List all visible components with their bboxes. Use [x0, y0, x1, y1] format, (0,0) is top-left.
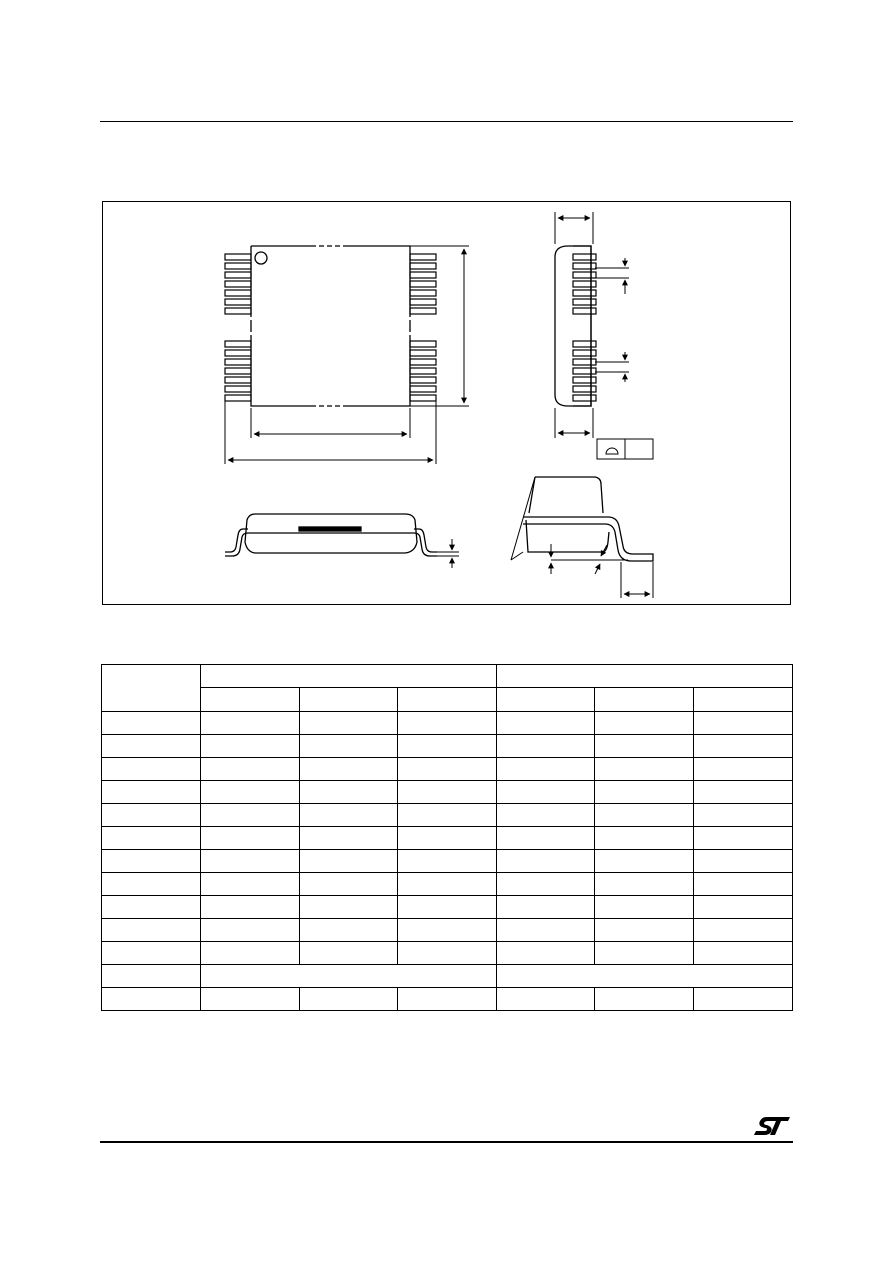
- table-cell: [693, 942, 792, 965]
- table-cell: [398, 988, 497, 1011]
- package-drawing: [103, 202, 792, 606]
- table-cell: [398, 758, 497, 781]
- table-cell: [595, 873, 694, 896]
- table-cell: [496, 712, 595, 735]
- top-view: [251, 246, 410, 406]
- pin: [410, 263, 436, 269]
- table-cell: [496, 942, 595, 965]
- table-row: [102, 873, 793, 896]
- table-row: [102, 735, 793, 758]
- subheader-cell: [595, 688, 694, 712]
- pin: [225, 290, 251, 296]
- table-cell: [398, 896, 497, 919]
- table-cell: [398, 712, 497, 735]
- pin: [410, 290, 436, 296]
- pin: [225, 377, 251, 383]
- table-cell: [201, 712, 300, 735]
- subheader-cell: [693, 688, 792, 712]
- table-cell: [595, 919, 694, 942]
- pin: [573, 254, 596, 260]
- pin: [410, 359, 436, 365]
- table-cell: [102, 758, 201, 781]
- table-cell: [398, 919, 497, 942]
- st-logo: [752, 1114, 792, 1138]
- table-cell: [201, 781, 300, 804]
- table-row: [102, 896, 793, 919]
- table-cell: [201, 873, 300, 896]
- table-cell: [201, 896, 300, 919]
- table-cell: [299, 850, 398, 873]
- table-row: [102, 712, 793, 735]
- table-cell: [102, 712, 201, 735]
- table-cell: [201, 735, 300, 758]
- table-cell: [102, 942, 201, 965]
- table-cell: [201, 827, 300, 850]
- table-cell: [693, 781, 792, 804]
- table-cell: [595, 942, 694, 965]
- table-cell: [299, 804, 398, 827]
- table-cell: [102, 988, 201, 1011]
- table-cell: [398, 735, 497, 758]
- table-cell: [595, 827, 694, 850]
- table-cell: [398, 850, 497, 873]
- pin: [410, 368, 436, 374]
- pin: [573, 359, 596, 365]
- table-cell: [201, 988, 300, 1011]
- table-cell: [102, 827, 201, 850]
- table-cell: [496, 988, 595, 1011]
- pin: [573, 377, 596, 383]
- table-cell: [201, 804, 300, 827]
- table-cell: [595, 988, 694, 1011]
- table-cell: [201, 942, 300, 965]
- pin: [573, 299, 596, 305]
- table-cell: [693, 712, 792, 735]
- table-cell: [398, 781, 497, 804]
- table-cell: [496, 965, 792, 988]
- lead-detail-view: [523, 477, 653, 561]
- table-cell: [299, 873, 398, 896]
- table-cell: [496, 919, 595, 942]
- pin: [225, 359, 251, 365]
- table-row: [102, 965, 793, 988]
- table-cell: [299, 896, 398, 919]
- dim-header-cell: [102, 665, 201, 712]
- pin: [573, 386, 596, 392]
- pin: [225, 395, 251, 401]
- pin: [410, 299, 436, 305]
- table-cell: [496, 781, 595, 804]
- table-cell: [398, 942, 497, 965]
- table-cell: [496, 873, 595, 896]
- dimension-table: [101, 664, 793, 1011]
- pin: [410, 377, 436, 383]
- pin: [410, 272, 436, 278]
- table-cell: [299, 712, 398, 735]
- pin: [410, 350, 436, 356]
- table-cell: [693, 850, 792, 873]
- subheader-cell: [496, 688, 595, 712]
- table-row: [102, 942, 793, 965]
- table-subheader-row: [102, 688, 793, 712]
- table-cell: [299, 781, 398, 804]
- pin: [573, 368, 596, 374]
- table-row: [102, 850, 793, 873]
- pin: [225, 281, 251, 287]
- footer-rule: [100, 1141, 793, 1143]
- table-cell: [693, 988, 792, 1011]
- table-cell: [102, 781, 201, 804]
- table-cell: [496, 827, 595, 850]
- table-cell: [299, 827, 398, 850]
- mm-group-header: [201, 665, 497, 688]
- package-outline-figure: [102, 201, 791, 605]
- table-cell: [595, 781, 694, 804]
- pin: [225, 386, 251, 392]
- subheader-cell: [299, 688, 398, 712]
- pin: [573, 272, 596, 278]
- table-row: [102, 781, 793, 804]
- table-cell: [299, 735, 398, 758]
- pin: [410, 386, 436, 392]
- pin: [573, 395, 596, 401]
- table-cell: [299, 988, 398, 1011]
- table-cell: [102, 965, 201, 988]
- pin: [573, 350, 596, 356]
- table-cell: [693, 919, 792, 942]
- table-cell: [693, 758, 792, 781]
- table-cell: [595, 758, 694, 781]
- table-cell: [102, 850, 201, 873]
- table-cell: [299, 758, 398, 781]
- table-cell: [102, 919, 201, 942]
- table-cell: [595, 735, 694, 758]
- subheader-cell: [201, 688, 300, 712]
- table-cell: [299, 919, 398, 942]
- pin: [410, 254, 436, 260]
- table-cell: [102, 896, 201, 919]
- pin: [225, 368, 251, 374]
- table-cell: [595, 896, 694, 919]
- pin: [410, 395, 436, 401]
- table-cell: [595, 804, 694, 827]
- pin: [410, 281, 436, 287]
- table-cell: [693, 735, 792, 758]
- table-cell: [398, 827, 497, 850]
- table-cell: [595, 712, 694, 735]
- table-cell: [102, 873, 201, 896]
- pin: [573, 281, 596, 287]
- pin: [225, 254, 251, 260]
- table-cell: [496, 804, 595, 827]
- pin: [573, 290, 596, 296]
- table-cell: [693, 827, 792, 850]
- pin: [410, 308, 436, 314]
- header-rule: [100, 121, 793, 122]
- pin: [225, 308, 251, 314]
- table-cell: [496, 896, 595, 919]
- pin: [573, 341, 596, 347]
- table-cell: [693, 873, 792, 896]
- table-cell: [201, 850, 300, 873]
- pin: [225, 263, 251, 269]
- table-row: [102, 827, 793, 850]
- pin: [225, 350, 251, 356]
- table-cell: [595, 850, 694, 873]
- table-cell: [201, 758, 300, 781]
- table-cell: [398, 873, 497, 896]
- table-cell: [398, 804, 497, 827]
- pin: [225, 299, 251, 305]
- front-view: [225, 514, 437, 556]
- subheader-cell: [398, 688, 497, 712]
- table-cell: [102, 735, 201, 758]
- table-cell: [299, 942, 398, 965]
- table-cell: [201, 965, 497, 988]
- table-cell: [693, 804, 792, 827]
- table-row: [102, 988, 793, 1011]
- pin: [573, 263, 596, 269]
- pin: [225, 272, 251, 278]
- table-row: [102, 758, 793, 781]
- table-cell: [693, 896, 792, 919]
- table-cell: [496, 758, 595, 781]
- inch-group-header: [496, 665, 792, 688]
- table-row: [102, 919, 793, 942]
- pin: [225, 341, 251, 347]
- table-cell: [102, 804, 201, 827]
- table-header-row: [102, 665, 793, 688]
- table-row: [102, 804, 793, 827]
- table-cell: [496, 735, 595, 758]
- table-cell: [496, 850, 595, 873]
- pin: [410, 341, 436, 347]
- table-cell: [201, 919, 300, 942]
- pin: [573, 308, 596, 314]
